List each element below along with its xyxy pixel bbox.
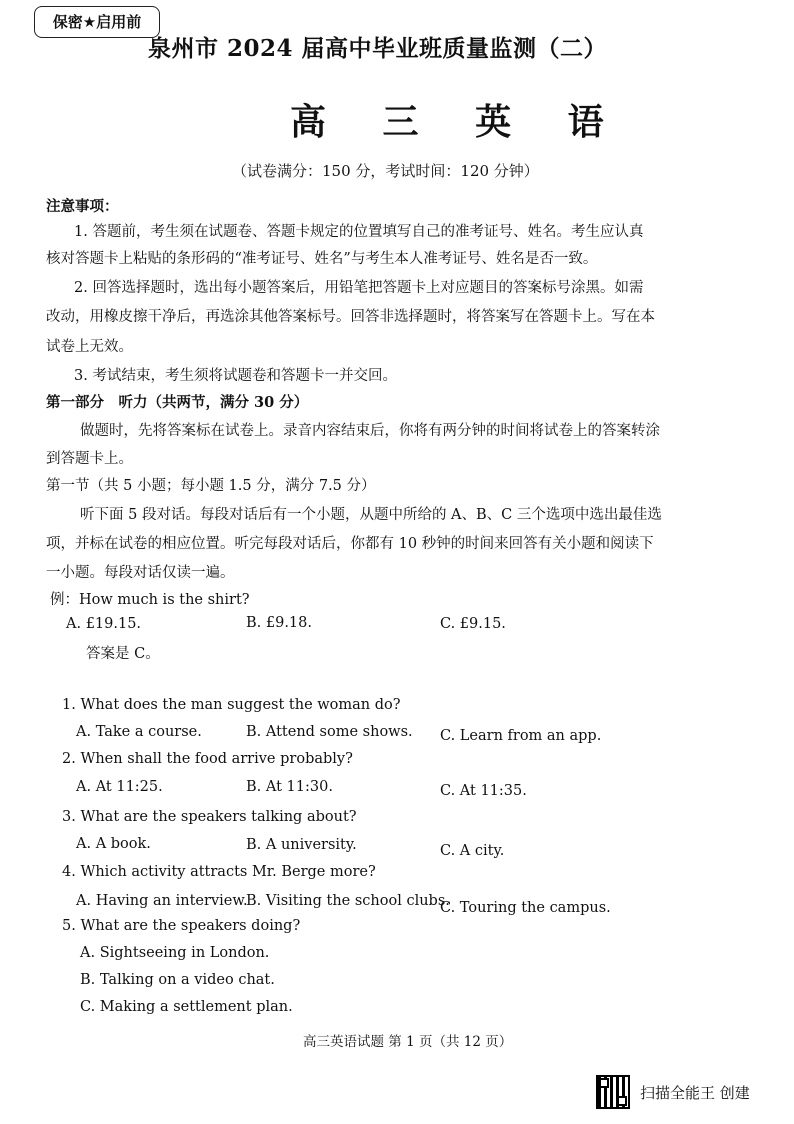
page-footer: 高三英语试题 第 1 页（共 12 页） (303, 1034, 513, 1050)
part1-desc-line-2: 到答题卡上。 (46, 451, 133, 467)
confidential-stamp: 保密★启用前 (34, 6, 160, 38)
note-2-line-3: 试卷上无效。 (46, 339, 133, 355)
scanner-watermark (596, 1075, 750, 1109)
question-4: 4. Which activity attracts Mr. Berge more? (62, 864, 376, 880)
question-5: 5. What are the speakers doing? (62, 918, 301, 934)
question-3-option-a: A. A book. (76, 836, 151, 852)
note-3: 3. 考试结束，考生须将试题卷和答题卡一并交回。 (74, 368, 397, 384)
question-3: 3. What are the speakers talking about? (62, 809, 357, 825)
question-5-option-a: A. Sightseeing in London. (80, 945, 270, 961)
note-1-line-1: 1. 答题前，考生须在试题卷、答题卡规定的位置填写自己的准考证号、姓名。考生应认真 (74, 224, 644, 240)
note-1-line-2: 核对答题卡上粘贴的条形码的“准考证号、姓名”与考生本人准考证号、姓名是否一致。 (46, 251, 598, 267)
question-2-option-c: C. At 11:35. (440, 783, 527, 799)
question-5-option-c: C. Making a settlement plan. (80, 999, 293, 1015)
question-1-option-c: C. Learn from an app. (440, 728, 602, 744)
note-2-line-2: 改动，用橡皮擦干净后，再选涂其他答案标号。回答非选择题时，将答案写在答题卡上。写在本 (46, 309, 655, 325)
note-2-line-1: 2. 回答选择题时，选出每小题答案后，用铅笔把答题卡上对应题目的答案标号涂黑。如需 (74, 280, 644, 296)
example-option-c: C. £9.15. (440, 616, 506, 632)
question-2-option-b: B. At 11:30. (246, 779, 333, 795)
exam-title: 泉州市 2024 届高中毕业班质量监测（二） (148, 35, 608, 62)
question-3-option-c: C. A city. (440, 843, 505, 859)
example-answer: 答案是 C。 (86, 646, 160, 662)
question-1: 1. What does the man suggest the woman do? (62, 697, 401, 713)
question-2: 2. When shall the food arrive probably? (62, 751, 353, 767)
question-3-option-b: B. A university. (246, 837, 357, 853)
part1-desc-line-1: 做题时，先将答案标在试卷上。录音内容结束后，你将有两分钟的时间将试卷上的答案转涂 (80, 423, 660, 439)
question-1-option-a: A. Take a course. (76, 724, 202, 740)
question-4-option-b: B. Visiting the school clubs. (246, 893, 450, 909)
example-option-a: A. £19.15. (66, 616, 142, 632)
scanner-label: 扫描全能王 创建 (640, 1083, 750, 1102)
question-4-option-c: C. Touring the campus. (440, 900, 611, 916)
question-1-option-b: B. Attend some shows. (246, 724, 413, 740)
notes-heading: 注意事项： (46, 198, 119, 215)
section1-line-2: 项，并标在试卷的相应位置。听完每段对话后，你都有 10 秒钟的时间来回答有关小题和阅读下 (46, 536, 654, 552)
example-option-b: B. £9.18. (246, 615, 312, 631)
section1-line-3: 一小题。每段对话仅读一遍。 (46, 565, 235, 581)
example-question: 例：How much is the shirt? (50, 592, 250, 608)
question-4-option-a: A. Having an interview. (76, 893, 248, 909)
subject-title: 高 三 英 语 (290, 101, 626, 143)
question-2-option-a: A. At 11:25. (76, 779, 163, 795)
section1-line-1: 听下面 5 段对话。每段对话后有一个小题，从题中所给的 A、B、C 三个选项中选出最佳选 (80, 507, 662, 523)
exam-info: （试卷满分：150 分，考试时间：120 分钟） (232, 162, 539, 180)
qr-code-icon (596, 1075, 630, 1109)
part1-heading: 第一部分 听力（共两节，满分 30 分） (46, 394, 309, 411)
section1-heading: 第一节（共 5 小题；每小题 1.5 分，满分 7.5 分） (46, 478, 376, 494)
question-5-option-b: B. Talking on a video chat. (80, 972, 275, 988)
